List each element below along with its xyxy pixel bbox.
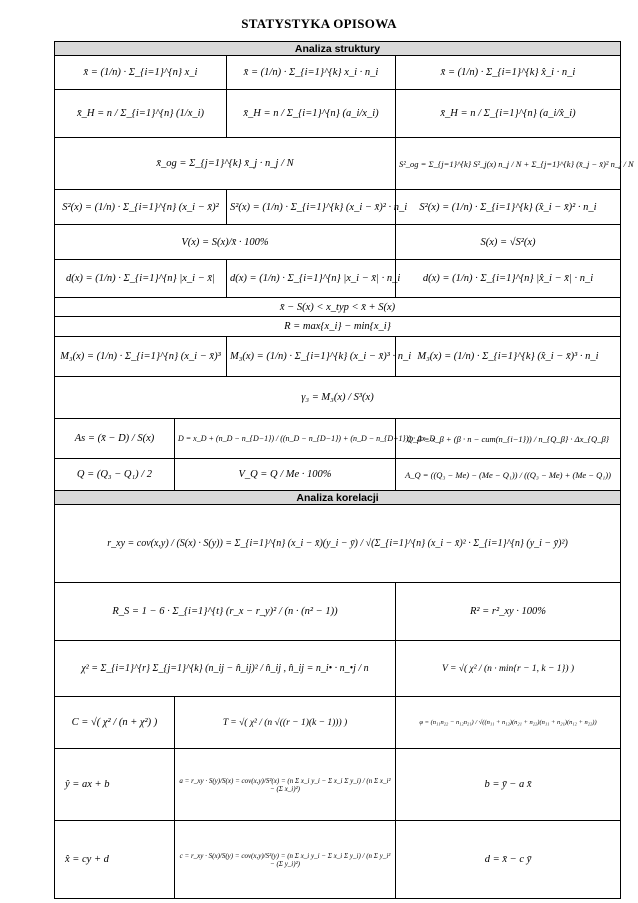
formula-reg-b: b = ȳ − a x̄: [396, 749, 621, 821]
section-header-correlation: Analiza korelacji: [55, 491, 621, 505]
formula-mean-interval: x̄ = (1/n) · Σ_{i=1}^{k} x̂_i · n_i: [396, 56, 621, 90]
formula-phi: φ = (n₁₁n₂₂ − n₁₂n₂₁) / √((n₁₁ + n₁₂)(n₂₁ + n₂₂)(n₁₁ + n₂₁)(n₁₂ + n₂₂)): [396, 697, 621, 749]
formula-row-quartile: [55, 459, 621, 491]
formula-row-mean: [55, 56, 621, 90]
formula-quantile: Q_β = x_β + (β · n − cum(n_{i−1})) / n_{Q_β} · Δx_{Q_β}: [396, 419, 621, 459]
formula-table: [54, 41, 634, 899]
formula-row-gamma: [55, 377, 621, 419]
formula-skewness-as: As = (x̄ − D) / S(x): [55, 419, 175, 459]
formula-row-cv: [55, 225, 621, 260]
formula-overall-variance: S²_og = Σ_{j=1}^{k} S²_j(x) n_j / N + Σ_{j=1}^{k} (x̄_j − x̄)² n_j / N: [396, 138, 621, 190]
formula-pearson: r_xy = cov(x,y) / (S(x) · S(y)) = Σ_{i=1}^{n} (x_i − x̄)(y_i − ȳ) / √(Σ_{i=1}^{n} (x_i − x̄)² · Σ_{i=1}^{n} (y_i − ȳ)²): [55, 505, 621, 583]
formula-row-m3: [55, 337, 621, 377]
formula-coef-variation: V(x) = S(x)/x̄ · 100%: [55, 225, 396, 260]
formula-mode: D = x_D + (n_D − n_{D−1}) / ((n_D − n_{D−1}) + (n_D − n_{D+1})) · Δx_D: [175, 419, 396, 459]
formula-row-variance: [55, 190, 621, 225]
formula-typical-range: x̄ − S(x) < x_typ < x̄ + S(x): [55, 298, 621, 317]
formula-mean-weighted: x̄ = (1/n) · Σ_{i=1}^{k} x_i · n_i: [227, 56, 396, 90]
formula-row-mad: [55, 260, 621, 298]
formula-determination: R² = r²_xy · 100%: [396, 583, 621, 641]
formula-row-spearman: [55, 583, 621, 641]
formula-reg-c: c = r_xy · S(x)/S(y) = cov(x,y)/S²(y) = (n Σ x_i y_i − Σ x_i Σ y_i) / (n Σ y_i² − (Σ y_i)²): [175, 821, 396, 899]
formula-m3-simple: M₃(x) = (1/n) · Σ_{i=1}^{n} (x_i − x̄)³: [55, 337, 227, 377]
formula-spearman: R_S = 1 − 6 · Σ_{i=1}^{t} (r_x − r_y)² / (n · (n² − 1)): [55, 583, 396, 641]
formula-variance-simple: S²(x) = (1/n) · Σ_{i=1}^{n} (x_i − x̄)²: [55, 190, 227, 225]
formula-row-pearson: [55, 505, 621, 583]
formula-quartile-skew: A_Q = ((Q₃ − Me) − (Me − Q₁)) / ((Q₃ − Me) + (Me − Q₁)): [396, 459, 621, 491]
formula-std-dev: S(x) = √S²(x): [396, 225, 621, 260]
formula-chi-square: χ² = Σ_{i=1}^{r} Σ_{j=1}^{k} (n_ij − n̂_ij)² / n̂_ij , n̂_ij = n_i• · n_•j / n: [55, 641, 396, 697]
formula-reg-a: a = r_xy · S(y)/S(x) = cov(x,y)/S²(x) = (n Σ x_i y_i − Σ x_i Σ y_i) / (n Σ x_i² − (Σ x_i)²): [175, 749, 396, 821]
formula-row-regression-y: [55, 749, 621, 821]
formula-row-chi: [55, 641, 621, 697]
formula-row-typical: [55, 298, 621, 317]
formula-quartile-cv: V_Q = Q / Me · 100%: [175, 459, 396, 491]
formula-harmonic-weighted: x̄_H = n / Σ_{i=1}^{n} (a_i/x_i): [227, 90, 396, 138]
formula-row-range: [55, 317, 621, 337]
formula-m3-interval: M₃(x) = (1/n) · Σ_{i=1}^{k} (x̂_i − x̄)³ · n_i: [396, 337, 621, 377]
formula-variance-weighted: S²(x) = (1/n) · Σ_{i=1}^{k} (x_i − x̄)² · n_i: [227, 190, 396, 225]
formula-row-contingency: [55, 697, 621, 749]
formula-tschuprow: T = √( χ² / (n √((r − 1)(k − 1))) ): [175, 697, 396, 749]
formula-mad-interval: d(x) = (1/n) · Σ_{i=1}^{n} |x̂_i − x̄| · n_i: [396, 260, 621, 298]
formula-range: R = max{x_i} − min{x_i}: [55, 317, 621, 337]
formula-reg-d: d = x̄ − c ȳ: [396, 821, 621, 899]
formula-row-mode: [55, 419, 621, 459]
formula-row-harmonic: [55, 90, 621, 138]
formula-contingency-c: C = √( χ² / (n + χ²) ): [55, 697, 175, 749]
formula-variance-interval: S²(x) = (1/n) · Σ_{i=1}^{k} (x̂_i − x̄)² · n_i: [396, 190, 621, 225]
formula-mad-weighted: d(x) = (1/n) · Σ_{i=1}^{n} |x_i − x̄| · n_i: [227, 260, 396, 298]
formula-reg-y: ŷ = ax + b: [55, 749, 175, 821]
formula-harmonic-simple: x̄_H = n / Σ_{i=1}^{n} (1/x_i): [55, 90, 227, 138]
formula-reg-x: x̂ = cy + d: [55, 821, 175, 899]
formula-quartile-dev: Q = (Q₃ − Q₁) / 2: [55, 459, 175, 491]
formula-overall-mean: x̄_og = Σ_{j=1}^{k} x̄_j · n_j / N: [55, 138, 396, 190]
section-header-structure: Analiza struktury: [55, 42, 621, 56]
formula-row-overall: [55, 138, 621, 190]
formula-mean-simple: x̄ = (1/n) · Σ_{i=1}^{n} x_i: [55, 56, 227, 90]
section-header-row: [55, 42, 621, 56]
formula-mad-simple: d(x) = (1/n) · Σ_{i=1}^{n} |x_i − x̄|: [55, 260, 227, 298]
formula-cramer: V = √( χ² / (n · min{r − 1, k − 1}) ): [396, 641, 621, 697]
formula-skewness-gamma: γ₃ = M₃(x) / S³(x): [55, 377, 621, 419]
formula-row-regression-x: [55, 821, 621, 899]
section-header-row: [55, 491, 621, 505]
page-title: STATYSTYKA OPISOWA: [241, 16, 397, 31]
formula-harmonic-interval: x̄_H = n / Σ_{i=1}^{n} (a_i/x̂_i): [396, 90, 621, 138]
formula-m3-weighted: M₃(x) = (1/n) · Σ_{i=1}^{k} (x_i − x̄)³ · n_i: [227, 337, 396, 377]
